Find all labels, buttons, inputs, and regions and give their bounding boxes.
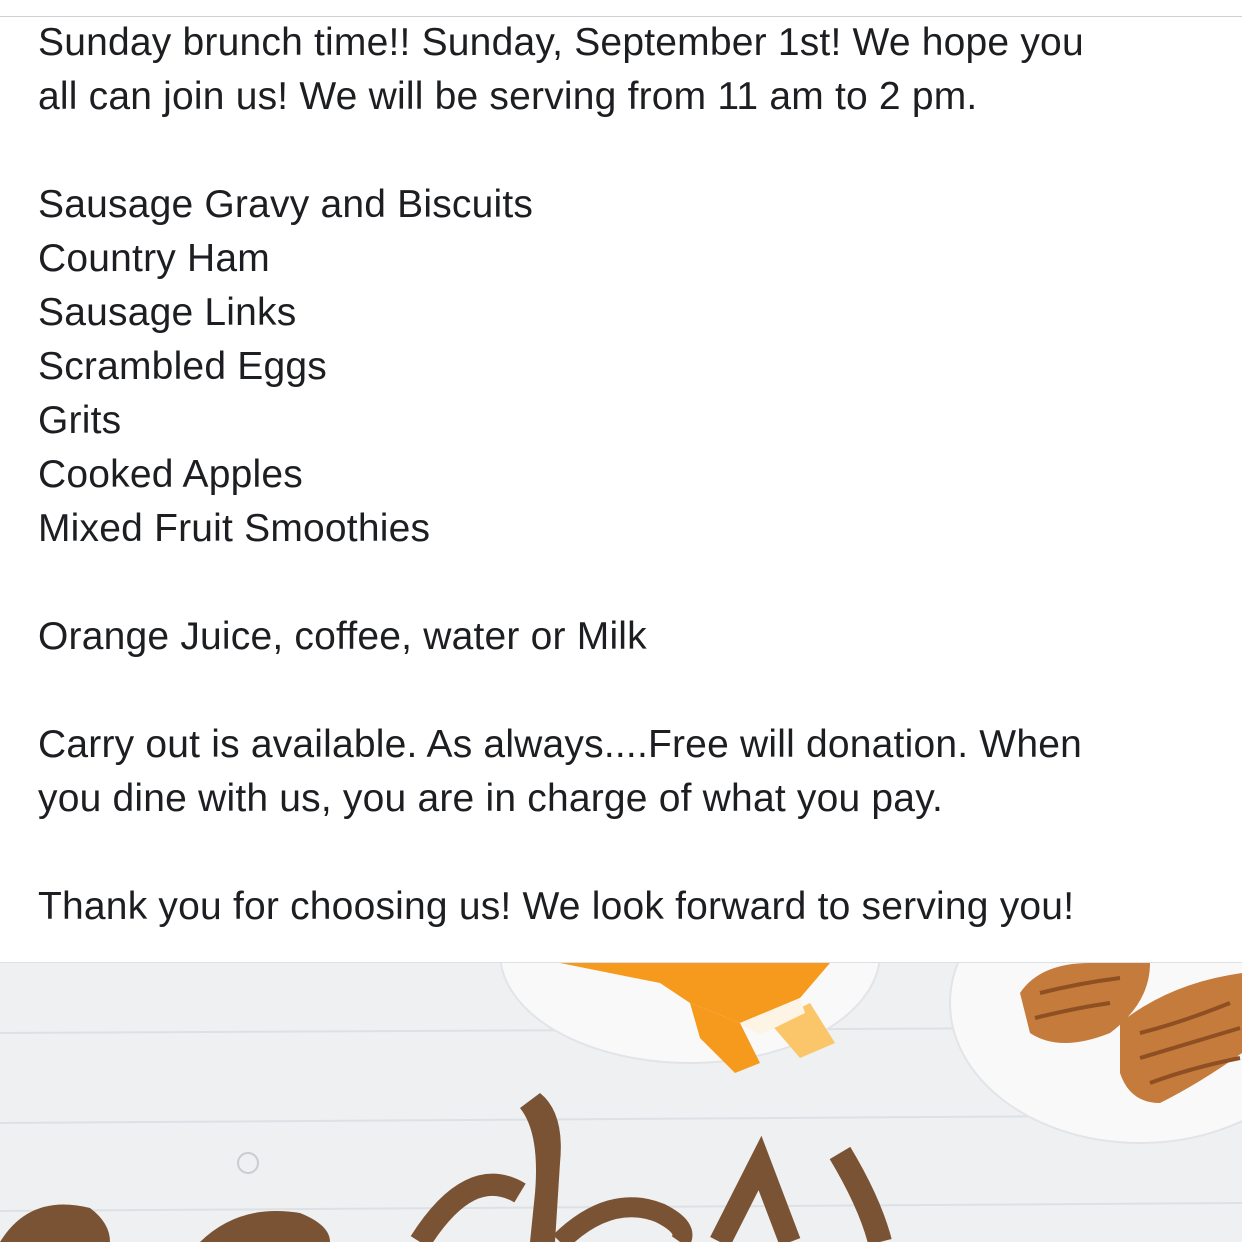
menu-item: Cooked Apples [38, 453, 303, 496]
post-text [38, 16, 1218, 934]
post-line: you dine with us, you are in charge of what you pay. [38, 777, 944, 820]
post-line: Thank you for choosing us! We look forward to serving you! [38, 885, 1075, 928]
drinks-line: Orange Juice, coffee, water or Milk [38, 615, 647, 658]
paragraph-gap [38, 556, 1218, 610]
paragraph-gap [38, 664, 1218, 718]
menu-item: Mixed Fruit Smoothies [38, 507, 431, 550]
menu-item: Country Ham [38, 237, 270, 280]
menu-item: Grits [38, 399, 122, 442]
post-line: all can join us! We will be serving from 11 am to 2 pm. [38, 75, 978, 118]
paragraph-gap [38, 826, 1218, 880]
menu-item: Sausage Links [38, 291, 297, 334]
post-line: Sunday brunch time!! Sunday, September 1st! We hope you [38, 21, 1084, 64]
post-image[interactable] [0, 963, 1242, 1242]
post-line: Carry out is available. As always....Free will donation. When [38, 723, 1082, 766]
menu-item: Sausage Gravy and Biscuits [38, 183, 534, 226]
brunch-photo [0, 963, 1242, 1242]
menu-item: Scrambled Eggs [38, 345, 327, 388]
paragraph-gap [38, 124, 1218, 178]
